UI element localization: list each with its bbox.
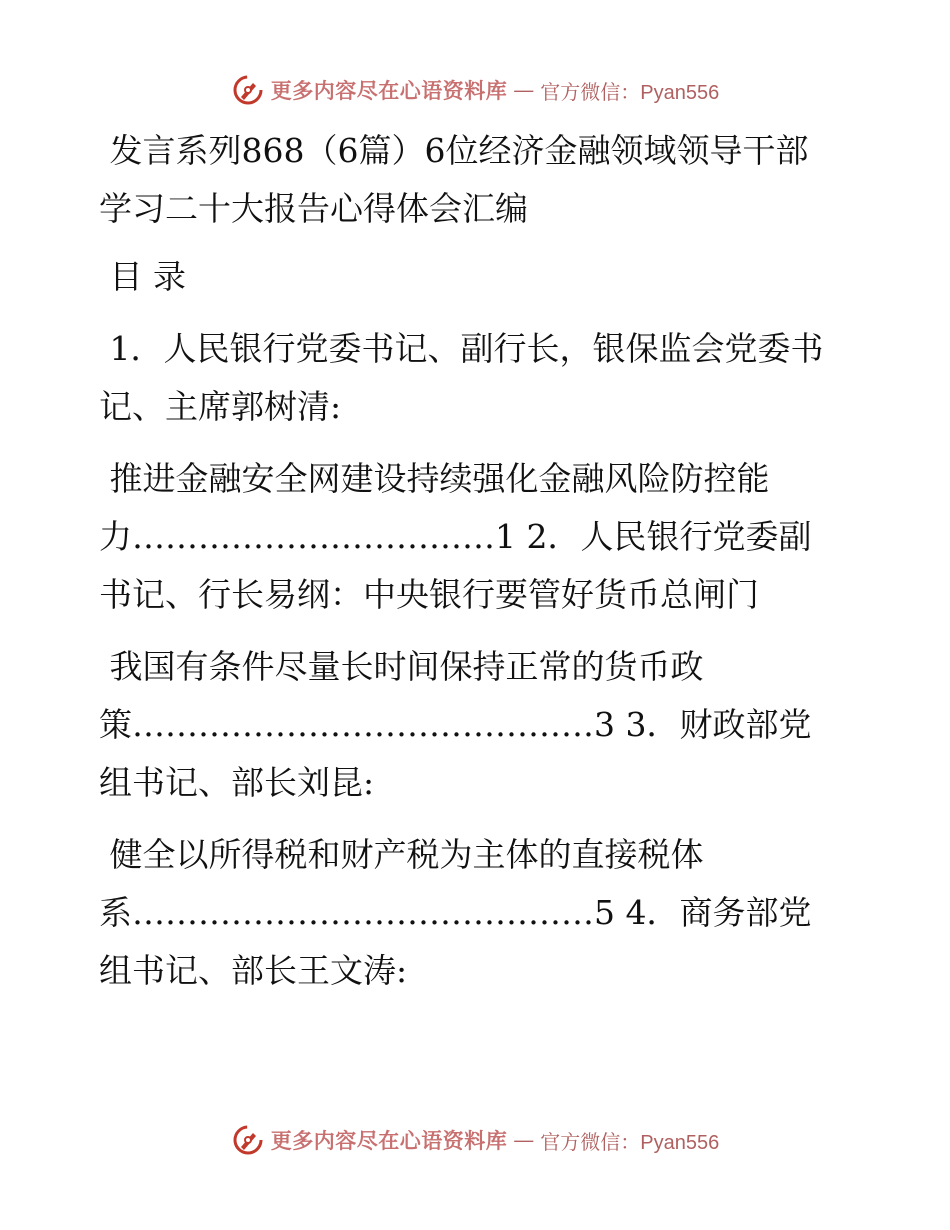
watermark-separator: — xyxy=(513,78,535,102)
header-watermark xyxy=(0,70,950,110)
watermark-wechat-text: 官方微信：Pyan556 xyxy=(540,1131,720,1154)
watermark-main-text: 更多内容尽在心语资料库 xyxy=(270,78,508,103)
watermark-separator: — xyxy=(513,1128,535,1152)
toc-entry: 1．人民银行党委书记、副行长，银保监会党委书记、主席郭树清: xyxy=(99,329,824,426)
toc-heading: 目 录 xyxy=(99,257,186,296)
swirl-pen-logo-icon xyxy=(231,1123,265,1157)
swirl-pen-logo-icon xyxy=(231,73,265,107)
toc-entry: 我国有条件尽量长时间保持正常的货币政策……………………………………3 3．财政部党组书记、部长刘昆: xyxy=(99,647,812,802)
toc-entry: 健全以所得税和财产税为主体的直接税体系……………………………………5 4．商务部党组书记、部长王文涛: xyxy=(99,835,812,990)
watermark-main-text: 更多内容尽在心语资料库 xyxy=(270,1128,508,1153)
document-body xyxy=(99,122,839,1014)
footer-watermark xyxy=(0,1120,950,1160)
watermark-wechat-text: 官方微信：Pyan556 xyxy=(540,81,720,104)
document-title: 发言系列868（6篇）6位经济金融领域领导干部学习二十大报告心得体会汇编 xyxy=(99,131,809,228)
toc-entry: 推进金融安全网建设持续强化金融风险防控能力……………………………1 2．人民银行党委副书记、行长易纲：中央银行要管好货币总闸门 xyxy=(99,459,812,614)
